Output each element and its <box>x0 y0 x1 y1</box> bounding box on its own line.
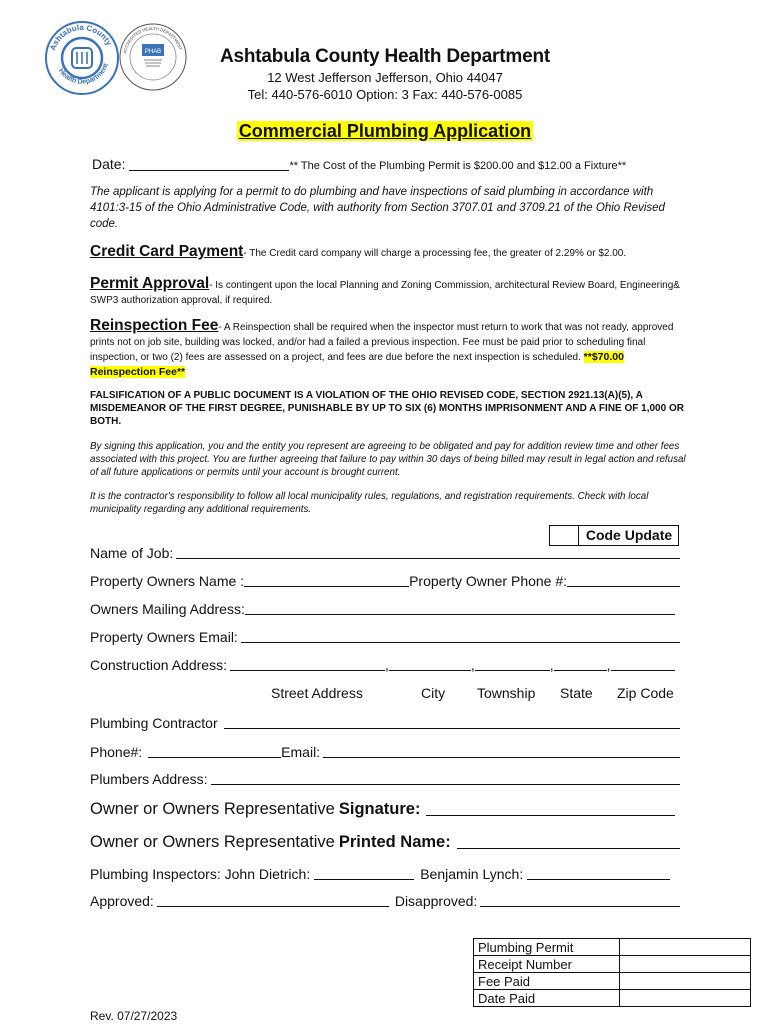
mailing-address-label: Owners Mailing Address: <box>90 601 245 617</box>
owners-email-row <box>90 629 680 645</box>
disapproved-label: Disapproved: <box>394 893 478 909</box>
svg-text:Ashtabula County: Ashtabula County <box>48 22 114 52</box>
revision-date: Rev. 07/27/2023 <box>90 1009 178 1023</box>
phab-text: PHAB <box>144 49 162 55</box>
plumbers-address-label: Plumbers Address: <box>90 771 208 787</box>
approval-row <box>90 893 680 909</box>
construction-address-row <box>90 657 675 673</box>
owners-email-label: Property Owners Email: <box>90 629 238 645</box>
agency-address: 12 West Jefferson Jefferson, Ohio 44047 <box>267 70 503 85</box>
intro-paragraph: The applicant is applying for a permit to do plumbing and have inspections of said plumbing in accordance with 4101:3-15 of the Ohio Administrative Code, with authority from Section 3707.01 and 3709.21 of the Ohio Revised code. <box>90 186 665 230</box>
receipt-value-cell[interactable] <box>620 990 751 1007</box>
state-input[interactable] <box>554 657 607 671</box>
mailing-address-row <box>90 601 675 617</box>
table-row <box>474 956 751 973</box>
signature-row <box>90 800 675 819</box>
table-row <box>474 939 751 956</box>
comma: , <box>549 657 554 673</box>
agency-title: Ashtabula County Health Department <box>220 46 550 67</box>
inspectors-row <box>90 866 670 882</box>
receipt-key: Fee Paid <box>474 973 620 990</box>
plumbers-address-input[interactable] <box>211 771 681 785</box>
inspector-lynch-label: Benjamin Lynch: <box>420 866 524 882</box>
printed-name-input[interactable] <box>457 835 680 849</box>
code-update-box <box>549 525 679 546</box>
email-input[interactable] <box>323 744 680 758</box>
owners-email-input[interactable] <box>241 629 680 643</box>
permit-cost-note: ** The Cost of the Plumbing Permit is $200.00 and $12.00 a Fixture** <box>289 160 627 172</box>
street-address-label: Street Address <box>271 685 363 701</box>
receipt-table <box>473 938 751 1007</box>
svg-text:Health Department: Health Department <box>57 62 110 86</box>
receipt-value-cell[interactable] <box>620 956 751 973</box>
date-row <box>92 156 626 172</box>
contractor-notice: It is the contractor's responsibility to follow all local municipality rules, regulations, and registration requirements. Check with local municipality regarding any additional requirements. <box>90 491 649 515</box>
phone-email-row <box>90 744 680 760</box>
owner-phone-label: Property Owner Phone #: <box>409 573 568 589</box>
owner-phone-input[interactable] <box>567 573 680 587</box>
inspector-lynch-input[interactable] <box>527 866 670 880</box>
permit-approval-section <box>90 276 690 308</box>
printed-name-row <box>90 833 680 852</box>
street-input[interactable] <box>230 657 385 671</box>
date-label: Date: <box>92 156 126 172</box>
approved-label: Approved: <box>90 893 154 909</box>
reinspection-text: - A Reinspection shall be required when the inspector must return to work that was not ready, approved prints not on job site, building was locked, and/or had a failed a previous inspection. Fee must be paid prior to scheduling final inspection, or two (2) fees are assessed on a project, and fees are due before the next inspection is scheduled. <box>90 322 674 363</box>
owners-name-label: Property Owners Name : <box>90 573 245 589</box>
form-title: Commercial Plumbing Application <box>238 121 532 141</box>
svg-text:ACCREDITED HEALTH DEPARTMENT: ACCREDITED HEALTH DEPARTMENT <box>122 25 184 54</box>
job-name-row <box>90 545 680 561</box>
credit-card-heading: Credit Card Payment <box>90 243 244 260</box>
job-name-label: Name of Job: <box>90 545 174 561</box>
permit-approval-text: - Is contingent upon the local Planning and Zoning Commission, architectural Review Board, Engineering& SWP3 authorization approval, if required. <box>90 280 680 306</box>
permit-approval-heading: Permit Approval <box>90 275 210 292</box>
signature-label: Signature: <box>338 800 421 818</box>
receipt-key: Receipt Number <box>474 956 620 973</box>
falsification-warning: FALSIFICATION OF A PUBLIC DOCUMENT IS A VIOLATION OF THE OHIO REVISED CODE, SECTION 2921.13(A)(5), A MISDEMEANOR OF THE FIRST DEGREE, PUNISHABLE BY UP TO SIX (6) MONTHS IMPRISONMENT AND A FINE OF 1,000 OR BOTH. <box>90 390 684 427</box>
receipt-value-cell[interactable] <box>620 939 751 956</box>
printed-name-label: Printed Name: <box>338 833 451 851</box>
zip-code-label: Zip Code <box>617 685 674 701</box>
approved-input[interactable] <box>157 893 389 907</box>
table-row <box>474 990 751 1007</box>
table-row <box>474 973 751 990</box>
phone-label: Phone#: <box>90 744 143 760</box>
date-field[interactable] <box>129 157 289 171</box>
plumbing-contractor-label: Plumbing Contractor <box>90 715 218 731</box>
signature-input[interactable] <box>426 802 675 816</box>
signing-notice: By signing this application, you and the entity you represent are agreeing to be obligated and pay for addition review time and other fees associated with this project. You are further agreeing that failure to pay within 30 days of being billed may result in legal action and refusal of all future applications or permits until your account is brought current. <box>90 441 686 478</box>
mailing-address-input[interactable] <box>245 601 675 615</box>
receipt-key: Date Paid <box>474 990 620 1007</box>
job-name-input[interactable] <box>176 545 680 559</box>
construction-address-label: Construction Address: <box>90 657 227 673</box>
comma: , <box>470 657 475 673</box>
township-input[interactable] <box>475 657 550 671</box>
owners-name-input[interactable] <box>244 573 409 587</box>
reinspection-fee: **$70.00 Reinspection Fee** <box>90 351 624 378</box>
receipt-key: Plumbing Permit <box>474 939 620 956</box>
comma: , <box>606 657 611 673</box>
owners-name-row <box>90 573 680 589</box>
reinspection-heading: Reinspection Fee <box>90 317 219 334</box>
phone-input[interactable] <box>148 744 281 758</box>
receipt-value-cell[interactable] <box>620 973 751 990</box>
plumbers-address-row <box>90 771 680 787</box>
credit-card-text: - The Credit card company will charge a processing fee, the greater of 2.29% or $2.00. <box>243 248 627 259</box>
inspector-dietrich-input[interactable] <box>314 866 414 880</box>
agency-phone: Tel: 440-576-6010 Option: 3 Fax: 440-576-0085 <box>247 87 523 102</box>
signature-prefix: Owner or Owners Representative <box>90 800 335 818</box>
printed-name-prefix: Owner or Owners Representative <box>90 833 335 851</box>
plumbing-contractor-input[interactable] <box>224 715 680 729</box>
plumbing-contractor-row <box>90 715 680 731</box>
disapproved-input[interactable] <box>480 893 680 907</box>
email-label: Email: <box>281 744 321 760</box>
code-update-checkbox[interactable] <box>550 526 579 545</box>
zip-input[interactable] <box>611 657 675 671</box>
comma: , <box>384 657 389 673</box>
city-label: City <box>421 685 446 701</box>
inspector-label: Plumbing Inspectors: John Dietrich: <box>90 866 311 882</box>
reinspection-section <box>90 318 690 380</box>
state-label: State <box>560 685 593 701</box>
city-input[interactable] <box>389 657 471 671</box>
credit-card-section <box>90 244 690 261</box>
code-update-label: Code Update <box>585 527 673 543</box>
township-label: Township <box>477 685 536 701</box>
